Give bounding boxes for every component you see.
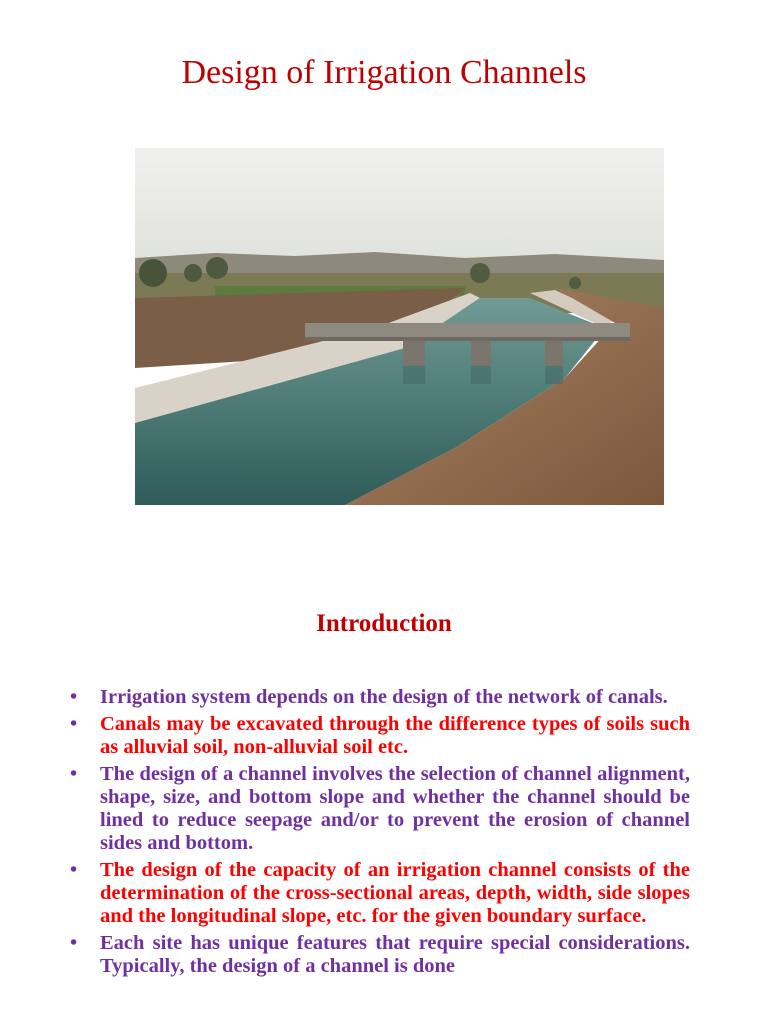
list-item-text: Canals may be excavated through the difference types of soils such as alluvial soil, non-alluvial soil etc. bbox=[100, 713, 690, 758]
list-item-text: Irrigation system depends on the design of the network of canals. bbox=[100, 686, 668, 708]
list-item-text: The design of the capacity of an irrigation channel consists of the determination of the cross-sectional areas, depth, width, side slopes and the longitudinal slope, etc. for the given boundary surface. bbox=[100, 859, 690, 927]
list-item bbox=[68, 763, 690, 855]
bullet-icon: • bbox=[70, 932, 78, 954]
list-item-text: The design of a channel involves the selection of channel alignment, shape, size, and bottom slope and whether the channel should be lined to reduce seepage and/or to prevent the erosion of channel sides and bottom. bbox=[100, 763, 690, 854]
list-item-text: Each site has unique features that require special considerations. Typically, the design of a channel is done bbox=[100, 932, 690, 977]
list-item bbox=[68, 686, 690, 709]
bullet-icon: • bbox=[70, 686, 78, 708]
bullet-icon: • bbox=[70, 859, 78, 881]
bullet-icon: • bbox=[70, 713, 78, 735]
list-item bbox=[68, 713, 690, 759]
page-title: Design of Irrigation Channels bbox=[181, 54, 587, 91]
list-item bbox=[68, 859, 690, 928]
section-heading: Introduction bbox=[316, 610, 452, 637]
bullet-icon: • bbox=[70, 763, 78, 785]
bullet-list bbox=[68, 686, 690, 982]
canal-bridge-photo bbox=[135, 148, 664, 505]
list-item bbox=[68, 932, 690, 978]
